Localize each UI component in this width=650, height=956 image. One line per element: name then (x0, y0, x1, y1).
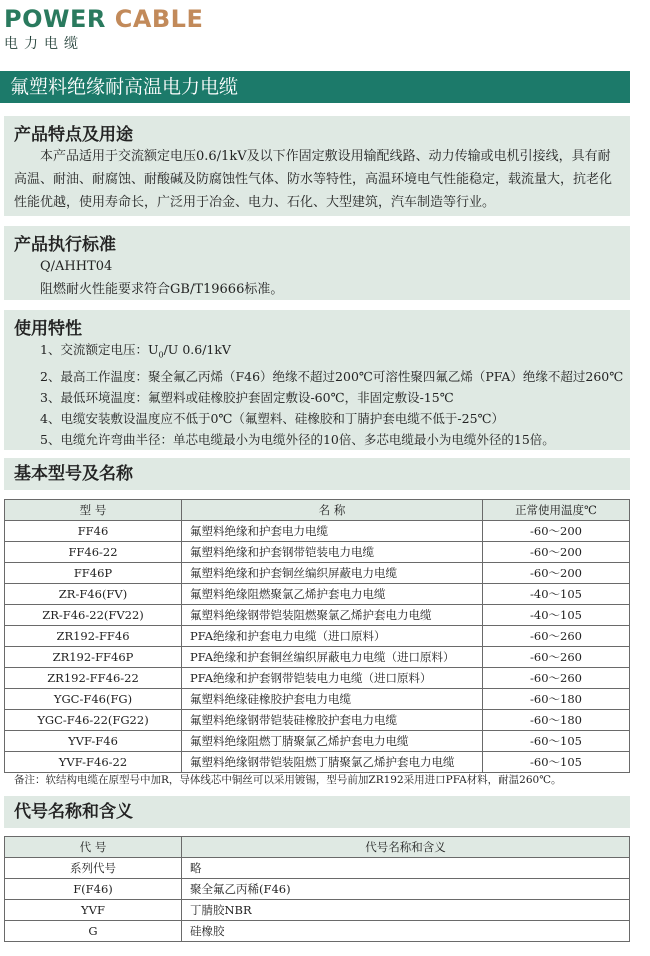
models-col-temp: 正常使用温度℃ (483, 500, 630, 521)
temp-cell: -40～105 (483, 605, 630, 626)
model-cell: YGC-F46-22(FG22) (5, 710, 182, 731)
name-cell: PFA绝缘和护套钢带铠装电力电缆（进口原料） (182, 668, 483, 689)
table-row (5, 921, 630, 942)
temp-cell: -60～260 (483, 647, 630, 668)
models-note: 备注：软结构电缆在原型号中加R，导体线芯中铜丝可以采用镀锡，型号前加ZR192采用进口PFA材料，耐温260℃。 (14, 774, 562, 786)
model-cell: FF46-22 (5, 542, 182, 563)
code-cell: YVF (5, 900, 182, 921)
model-cell: YGC-F46(FG) (5, 689, 182, 710)
table-row (5, 900, 630, 921)
standards-line-2: 阻燃耐火性能要求符合GB/T19666标准。 (40, 282, 284, 297)
standards-line-1: Q/AHHT04 (40, 259, 113, 274)
table-row (5, 626, 630, 647)
model-cell: YVF-F46-22 (5, 752, 182, 773)
table-row (5, 563, 630, 584)
table-row (5, 584, 630, 605)
table-row (5, 858, 630, 879)
name-cell: 氟塑料绝缘阻燃丁腈聚氯乙烯护套电力电缆 (182, 731, 483, 752)
name-cell: 氟塑料绝缘和护套电力电缆 (182, 521, 483, 542)
model-cell: FF46P (5, 563, 182, 584)
usage-item-4: 4、电缆安装敷设温度应不低于0℃（氟塑料、硅橡胶和丁腈护套电缆不低于-25℃） (40, 410, 505, 426)
table-row (5, 752, 630, 773)
name-cell: PFA绝缘和护套电力电缆（进口原料） (182, 626, 483, 647)
code-cell: F(F46) (5, 879, 182, 900)
temp-cell: -60～105 (483, 752, 630, 773)
name-cell: 氟塑料绝缘和护套钢带铠装电力电缆 (182, 542, 483, 563)
models-heading: 基本型号及名称 (4, 458, 630, 490)
model-cell: ZR192-FF46-22 (5, 668, 182, 689)
usage-item-2: 2、最高工作温度：聚全氟乙丙烯（F46）绝缘不超过200℃可溶性聚四氟乙烯（PFA）绝缘不超过260℃ (40, 368, 624, 384)
name-cell: 氟塑料绝缘和护套铜丝编织屏蔽电力电缆 (182, 563, 483, 584)
meaning-cell: 略 (182, 858, 630, 879)
model-cell: ZR-F46-22(FV22) (5, 605, 182, 626)
code-cell: 系列代号 (5, 858, 182, 879)
table-row (5, 542, 630, 563)
meaning-cell: 硅橡胶 (182, 921, 630, 942)
codes-col-code: 代 号 (5, 837, 182, 858)
model-cell: FF46 (5, 521, 182, 542)
brand-logo (4, 4, 203, 53)
usage-item-3: 3、最低环境温度：氟塑料或硅橡胶护套固定敷设-60℃，非固定敷设-15℃ (40, 389, 454, 405)
codes-header-row (5, 837, 630, 858)
standards-heading: 产品执行标准 (14, 235, 116, 255)
temp-cell: -60～200 (483, 563, 630, 584)
temp-cell: -60～200 (483, 521, 630, 542)
table-row (5, 731, 630, 752)
models-col-name: 名 称 (182, 500, 483, 521)
standards-panel (4, 226, 630, 300)
page-title: 氟塑料绝缘耐高温电力电缆 (0, 71, 630, 103)
table-row (5, 647, 630, 668)
features-panel (4, 116, 630, 216)
temp-cell: -60～180 (483, 689, 630, 710)
brand-power: POWER (4, 5, 106, 33)
table-row (5, 521, 630, 542)
temp-cell: -40～105 (483, 584, 630, 605)
usage-item-1: 1、交流额定电压：$U_0/U$ 0.6/1kV (40, 342, 231, 360)
table-row (5, 668, 630, 689)
temp-cell: -60～260 (483, 668, 630, 689)
usage-panel (4, 310, 630, 450)
usage-heading: 使用特性 (14, 319, 82, 339)
features-text: 本产品适用于交流额定电压0.6/1kV及以下作固定敷设用输配线路、动力传输或电机引接线，具有耐高温、耐油、耐腐蚀、耐酸碱及防腐蚀性气体、防水等特性，高温环境电气性能稳定，载流量大，抗老化性能优越，使用寿命长，广泛用于冶金、电力、石化、大型建筑，汽车制造等行业。 (14, 149, 613, 210)
features-heading: 产品特点及用途 (14, 125, 133, 145)
table-row (5, 710, 630, 731)
table-row (5, 605, 630, 626)
brand-cable: CABLE (114, 5, 204, 33)
temp-cell: -60～180 (483, 710, 630, 731)
code-cell: G (5, 921, 182, 942)
model-cell: ZR192-FF46P (5, 647, 182, 668)
model-cell: ZR-F46(FV) (5, 584, 182, 605)
temp-cell: -60～105 (483, 731, 630, 752)
name-cell: 氟塑料绝缘钢带铠装阻燃丁腈聚氯乙烯护套电力电缆 (182, 752, 483, 773)
brand-english (4, 4, 203, 34)
model-cell: YVF-F46 (5, 731, 182, 752)
model-cell: ZR192-FF46 (5, 626, 182, 647)
temp-cell: -60～260 (483, 626, 630, 647)
codes-col-meaning: 代号名称和含义 (182, 837, 630, 858)
table-row (5, 879, 630, 900)
meaning-cell: 聚全氟乙丙稀(F46) (182, 879, 630, 900)
name-cell: 氟塑料绝缘阻燃聚氯乙烯护套电力电缆 (182, 584, 483, 605)
table-row (5, 689, 630, 710)
codes-table (4, 836, 630, 942)
models-header-row (5, 500, 630, 521)
temp-cell: -60～200 (483, 542, 630, 563)
meaning-cell: 丁腈胶NBR (182, 900, 630, 921)
name-cell: 氟塑料绝缘钢带铠装硅橡胶护套电力电缆 (182, 710, 483, 731)
codes-heading: 代号名称和含义 (4, 796, 630, 828)
usage-item-5: 5、电缆允许弯曲半径：单芯电缆最小为电缆外径的10倍、多芯电缆最小为电缆外径的15倍。 (40, 431, 555, 447)
models-col-model: 型 号 (5, 500, 182, 521)
name-cell: 氟塑料绝缘硅橡胶护套电力电缆 (182, 689, 483, 710)
brand-chinese: 电力电缆 (4, 36, 84, 52)
models-table (4, 499, 630, 773)
name-cell: PFA绝缘和护套铜丝编织屏蔽电力电缆（进口原料） (182, 647, 483, 668)
name-cell: 氟塑料绝缘钢带铠装阻燃聚氯乙烯护套电力电缆 (182, 605, 483, 626)
